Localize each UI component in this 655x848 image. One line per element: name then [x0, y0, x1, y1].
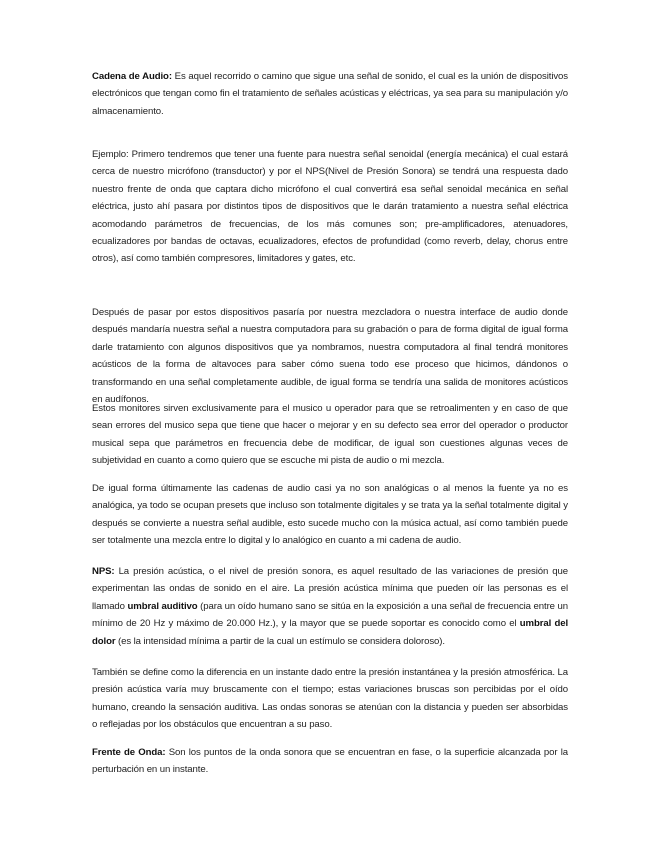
term-nps: NPS:: [92, 566, 115, 577]
paragraph-text: Es aquel recorrido o camino que sigue una señal de sonido, el cual es la unión de dispositivos electrónicos que tengan como fin el tratamiento de señales acústicas y eléctricas, ya sea para su manipulación y/o almacenamiento.: [92, 71, 568, 117]
paragraph-text: La presión acústica, o el nivel de presión sonora, es aquel resultado de las variaciones de presión que experimentan las ondas de sonido en el aire. La presión acústica mínima que pueden oír las personas es el llamado: [92, 566, 568, 612]
paragraph-text: (es la intensidad mínima a partir de la cual un estímulo se considera doloroso).: [115, 635, 445, 647]
term-umbral-auditivo: umbral auditivo: [127, 600, 198, 612]
term-umbral-del-dolor: umbral del dolor: [92, 618, 569, 647]
term-frente-de-onda: Frente de Onda:: [92, 747, 166, 758]
paragraph-text: De igual forma últimamente las cadenas de audio casi ya no son analógicas o al menos la fuente ya no es analógica, ya todo se ocupan presets que incluso son totalmente digitales y se trata ya la señal totalmente digital y después se convierte a nuestra señal audible, esto sucede mucho con la música actual, así como también puede ser totalmente una mezcla entre lo digital y lo analógico en cuanto a mi cadena de audio.: [92, 483, 568, 547]
term-cadena-de-audio: Cadena de Audio:: [92, 71, 172, 82]
paragraph-text: Ejemplo: Primero tendremos que tener una fuente para nuestra señal senoidal (energía mecánica) el cual estará cerca de nuestro micrófono (transductor) y por el NPS(Nivel de Presión Sonora) se tendrá una respuesta dado nuestro frente de onda que captara dicho micrófono el cual convertirá esa señal senoidal mecánica en señal eléctrica, justo ahí pasara por distintos tipos de dispositivos que le darán tratamiento a nuestra señal eléctrica acomodando parámetros de frecuencias, de los más comunes son; pre-amplificadores, atenuadores, ecualizadores por bandas de octavas, ecualizadores, efectos de profundidad (como reverb, delay, chorus entre otros), así como también compresores, limitadores y gates, etc.: [92, 149, 568, 265]
paragraph-digital: [92, 480, 568, 550]
paragraph-presion-acustica: [92, 664, 568, 734]
paragraph-text: Después de pasar por estos dispositivos pasaría por nuestra mezcladora o nuestra interface de audio donde después mandaría nuestra señal a nuestra computadora para su grabación o para de forma digital de igual forma darle tratamiento con algunos dispositivos que ya nombramos, nuestra computadora al final tendrá monitores acústicos de la forma de altavoces para saber cómo suena todo ese proceso que hicimos, dándonos o transformando en una señal completamente audible, de igual forma se tendría una salida de monitores acústicos en audífonos.: [92, 307, 568, 406]
paragraph-dispositivos: [92, 304, 568, 408]
paragraph-text: Estos monitores sirven exclusivamente para el musico u operador para que se retroalimenten y en caso de que sean errores del musico sepa que tiene que hacer o mejorar y en su defecto sea error del operador o productor musical sepa que parámetros en frecuencia debe de modificar, de igual son cuestiones algunas veces de subjetividad en cuanto a como quiero que se escuche mi pista de audio o mi mezcla.: [92, 403, 568, 467]
paragraph-cadena-de-audio: [92, 68, 568, 120]
paragraph-text: También se define como la diferencia en un instante dado entre la presión instantánea y la presión atmosférica. La presión acústica varía muy bruscamente con el tiempo; estas variaciones bruscas son percibidas por el oído humano, creando la sensación auditiva. Las ondas sonoras se atenúan con la distancia y pueden ser absorbidas o reflejadas por los obstáculos que encuentran a su paso.: [92, 667, 568, 731]
paragraph-ejemplo: [92, 146, 568, 268]
paragraph-monitores: [92, 400, 568, 470]
paragraph-text: Son los puntos de la onda sonora que se encuentran en fase, o la superficie alcanzada por la perturbación en un instante.: [92, 747, 568, 776]
paragraph-nps: [92, 563, 568, 650]
paragraph-frente-de-onda: [92, 744, 568, 779]
paragraph-text: (para un oído humano sano se sitúa en la exposición a una señal de frecuencia entre un mínimo de 20 Hz y máximo de 20.000 Hz.), y la mayor que se puede soportar es conocido como el: [92, 600, 568, 630]
